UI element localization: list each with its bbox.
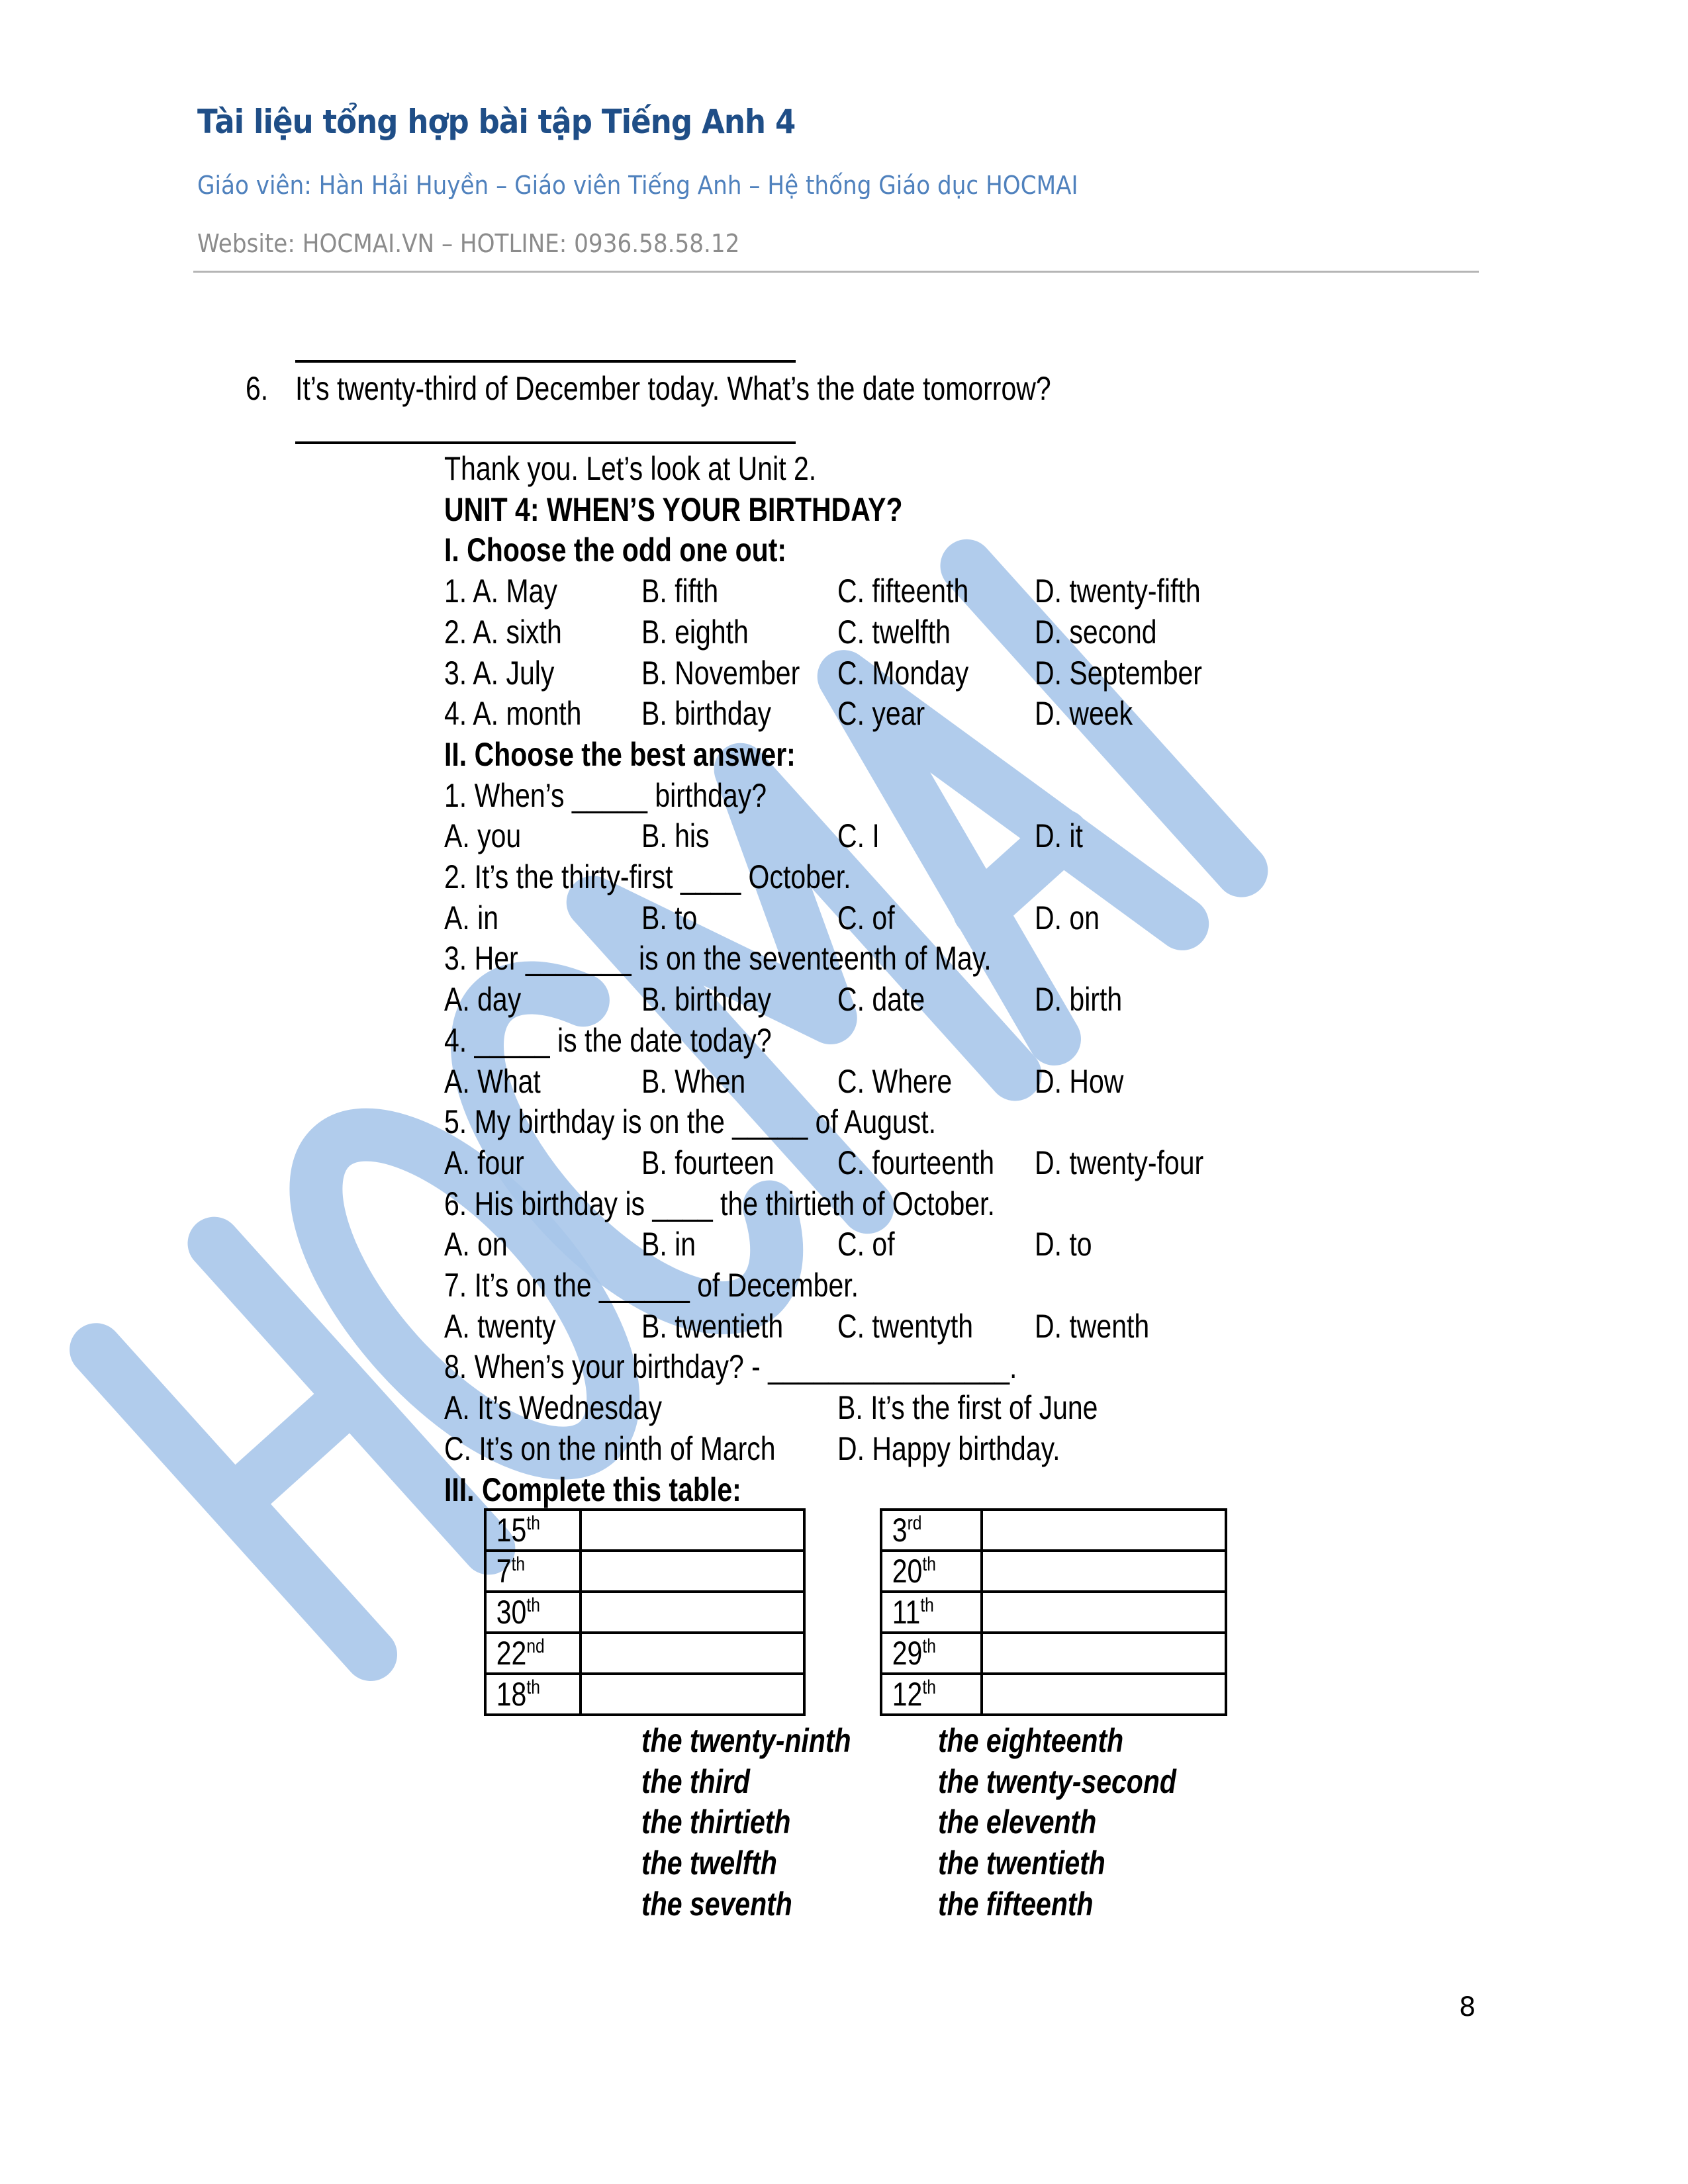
website-line: Website: HOCMAI.VN – HOTLINE: 0936.58.58.12 [197, 229, 740, 258]
ordinal-suffix: rd [907, 1512, 922, 1534]
question-text: 3. Her _______ is on the seventeenth of May. [444, 940, 992, 978]
ordinal-number-cell [881, 1510, 982, 1551]
ordinal-number-cell [881, 1674, 982, 1715]
answer-cell[interactable] [982, 1674, 1226, 1715]
answer-option-b: B. to [641, 899, 698, 936]
odd-one-out-option-a: 3. A. July [444, 654, 555, 692]
ordinal-digits: 18 [496, 1676, 527, 1713]
word-bank-item: the fifteenth [938, 1885, 1094, 1923]
teacher-line: Giáo viên: Hàn Hải Huyền – Giáo viên Tiếng Anh – Hệ thống Giáo dục HOCMAI [197, 171, 1078, 200]
word-bank-item: the twentieth [938, 1844, 1105, 1882]
ordinal-table-right [880, 1508, 1227, 1716]
odd-one-out-option-c: C. twelfth [837, 613, 951, 651]
ordinal-suffix: th [526, 1512, 540, 1534]
question-text: 7. It’s on the ______ of December. [444, 1267, 859, 1304]
ordinal-number-cell [881, 1633, 982, 1674]
table-row [485, 1674, 804, 1715]
answer-cell[interactable] [581, 1633, 804, 1674]
ordinal-number [882, 1675, 936, 1713]
answer-cell[interactable] [581, 1510, 804, 1551]
answer-option-b: B. his [641, 817, 710, 855]
word-bank-item: the third [641, 1762, 750, 1800]
ordinal-digits: 12 [892, 1676, 923, 1713]
odd-one-out-option-d: D. September [1035, 654, 1202, 692]
ordinal-number-cell [485, 1510, 581, 1551]
answer-option-c: C. fourteenth [837, 1144, 995, 1181]
answer-option-c: C. I [837, 817, 880, 855]
answer-blank-line [295, 360, 796, 363]
answer-cell[interactable] [581, 1592, 804, 1633]
question-text: 2. It’s the thirty-first ____ October. [444, 858, 851, 895]
odd-one-out-option-d: D. twenty-fifth [1035, 572, 1201, 610]
ordinal-number-cell [881, 1592, 982, 1633]
unit-title: UNIT 4: WHEN’S YOUR BIRTHDAY? [444, 490, 903, 528]
answer-option-a: A. in [444, 899, 499, 936]
section-3-heading: III. Complete this table: [444, 1471, 741, 1508]
answer-option-b: B. in [641, 1226, 696, 1263]
page-number: 8 [1459, 1992, 1476, 2023]
table-row [881, 1633, 1226, 1674]
word-bank-item: the thirtieth [641, 1803, 791, 1841]
ordinal-suffix: th [920, 1594, 934, 1616]
ordinal-digits: 30 [496, 1594, 527, 1631]
ordinal-number [487, 1511, 540, 1549]
answer-blank-line [295, 441, 796, 444]
answer-option-d: D. How [1035, 1062, 1124, 1100]
odd-one-out-option-d: D. second [1035, 613, 1157, 651]
odd-one-out-option-d: D. week [1035, 695, 1133, 733]
answer-option-b: B. fourteen [641, 1144, 774, 1181]
answer-option-b: B. It’s the first of June [837, 1389, 1098, 1427]
table-row [881, 1551, 1226, 1592]
answer-option-b: B. twentieth [641, 1307, 784, 1345]
ordinal-number [882, 1634, 936, 1672]
answer-option-d: D. twenty-four [1035, 1144, 1204, 1181]
table-row [485, 1551, 804, 1592]
word-bank-item: the twenty-second [938, 1762, 1176, 1800]
odd-one-out-option-a: 2. A. sixth [444, 613, 562, 651]
answer-cell[interactable] [581, 1674, 804, 1715]
ordinal-digits: 20 [892, 1553, 923, 1590]
table-row [485, 1510, 804, 1551]
answer-option-d: D. on [1035, 899, 1100, 936]
ordinal-number [487, 1552, 525, 1590]
question-text: 4. _____ is the date today? [444, 1021, 772, 1059]
ordinal-number [882, 1511, 921, 1549]
answer-option-a: A. four [444, 1144, 524, 1181]
question-text: 5. My birthday is on the _____ of August. [444, 1103, 937, 1141]
answer-option-a: A. day [444, 981, 522, 1019]
ordinal-table-left [484, 1508, 806, 1716]
ordinal-suffix: th [922, 1676, 936, 1698]
answer-option-c: C. Where [837, 1062, 953, 1100]
ordinal-number [882, 1552, 936, 1590]
ordinal-suffix: nd [526, 1635, 545, 1657]
table-row [881, 1674, 1226, 1715]
table-row [881, 1592, 1226, 1633]
answer-option-c: C. It’s on the ninth of March [444, 1430, 776, 1467]
ordinal-suffix: th [526, 1594, 540, 1616]
answer-option-d: D. Happy birthday. [837, 1430, 1060, 1467]
answer-cell[interactable] [982, 1551, 1226, 1592]
question-text: 1. When’s _____ birthday? [444, 776, 767, 814]
ordinal-number [882, 1593, 934, 1631]
odd-one-out-option-b: B. birthday [641, 695, 771, 733]
ordinal-suffix: th [922, 1553, 936, 1575]
section-1-heading: I. Choose the odd one out: [444, 531, 787, 569]
answer-option-b: B. When [641, 1062, 746, 1100]
answer-option-d: D. birth [1035, 981, 1123, 1019]
ordinal-digits: 3 [892, 1512, 908, 1549]
ordinal-suffix: th [922, 1635, 936, 1657]
ordinal-suffix: th [511, 1553, 526, 1575]
answer-cell[interactable] [982, 1633, 1226, 1674]
odd-one-out-option-b: B. November [641, 654, 800, 692]
word-bank-item: the twelfth [641, 1844, 777, 1882]
question-text: 6. His birthday is ____ the thirtieth of October. [444, 1185, 995, 1222]
question-6-text: It’s twenty-third of December today. What’s the date tomorrow? [295, 370, 1051, 407]
answer-option-c: C. of [837, 1226, 895, 1263]
word-bank-item: the twenty-ninth [641, 1722, 851, 1759]
document-title: Tài liệu tổng hợp bài tập Tiếng Anh 4 [197, 103, 796, 141]
question-6-number: 6. [246, 370, 269, 407]
answer-option-d: D. to [1035, 1226, 1092, 1263]
odd-one-out-option-a: 4. A. month [444, 695, 582, 733]
answer-option-a: A. you [444, 817, 522, 855]
answer-cell[interactable] [982, 1510, 1226, 1551]
table-row [485, 1633, 804, 1674]
odd-one-out-option-c: C. fifteenth [837, 572, 969, 610]
answer-option-b: B. birthday [641, 981, 771, 1019]
answer-option-a: A. What [444, 1062, 541, 1100]
odd-one-out-option-a: 1. A. May [444, 572, 557, 610]
ordinal-number-cell [485, 1551, 581, 1592]
answer-option-d: D. twenth [1035, 1307, 1150, 1345]
ordinal-number-cell [485, 1633, 581, 1674]
odd-one-out-option-b: B. eighth [641, 613, 749, 651]
answer-cell[interactable] [982, 1592, 1226, 1633]
answer-option-c: C. date [837, 981, 925, 1019]
question-text: 8. When’s your birthday? - ________________. [444, 1348, 1017, 1386]
answer-option-d: D. it [1035, 817, 1083, 855]
ordinal-number [487, 1593, 540, 1631]
odd-one-out-option-c: C. year [837, 695, 925, 733]
answer-cell[interactable] [581, 1551, 804, 1592]
answer-option-a: A. on [444, 1226, 508, 1263]
odd-one-out-option-b: B. fifth [641, 572, 719, 610]
table-row [881, 1510, 1226, 1551]
word-bank-item: the eighteenth [938, 1722, 1124, 1759]
ordinal-digits: 22 [496, 1635, 527, 1672]
ordinal-digits: 15 [496, 1512, 527, 1549]
table-row [485, 1592, 804, 1633]
ordinal-number [487, 1675, 540, 1713]
answer-option-c: C. of [837, 899, 895, 936]
answer-option-a: A. twenty [444, 1307, 556, 1345]
ordinal-number-cell [485, 1674, 581, 1715]
answer-option-c: C. twentyth [837, 1307, 974, 1345]
ordinal-number-cell [485, 1592, 581, 1633]
header-divider [193, 271, 1479, 273]
answer-option-a: A. It’s Wednesday [444, 1389, 662, 1427]
odd-one-out-option-c: C. Monday [837, 654, 969, 692]
ordinal-suffix: th [526, 1676, 540, 1698]
ordinal-digits: 29 [892, 1635, 923, 1672]
word-bank-item: the seventh [641, 1885, 792, 1923]
ordinal-digits: 7 [496, 1553, 512, 1590]
ordinal-number-cell [881, 1551, 982, 1592]
ordinal-number [487, 1634, 545, 1672]
ordinal-digits: 11 [892, 1594, 921, 1631]
section-2-heading: II. Choose the best answer: [444, 735, 796, 773]
transition-text: Thank you. Let’s look at Unit 2. [444, 450, 817, 487]
word-bank-item: the eleventh [938, 1803, 1097, 1841]
